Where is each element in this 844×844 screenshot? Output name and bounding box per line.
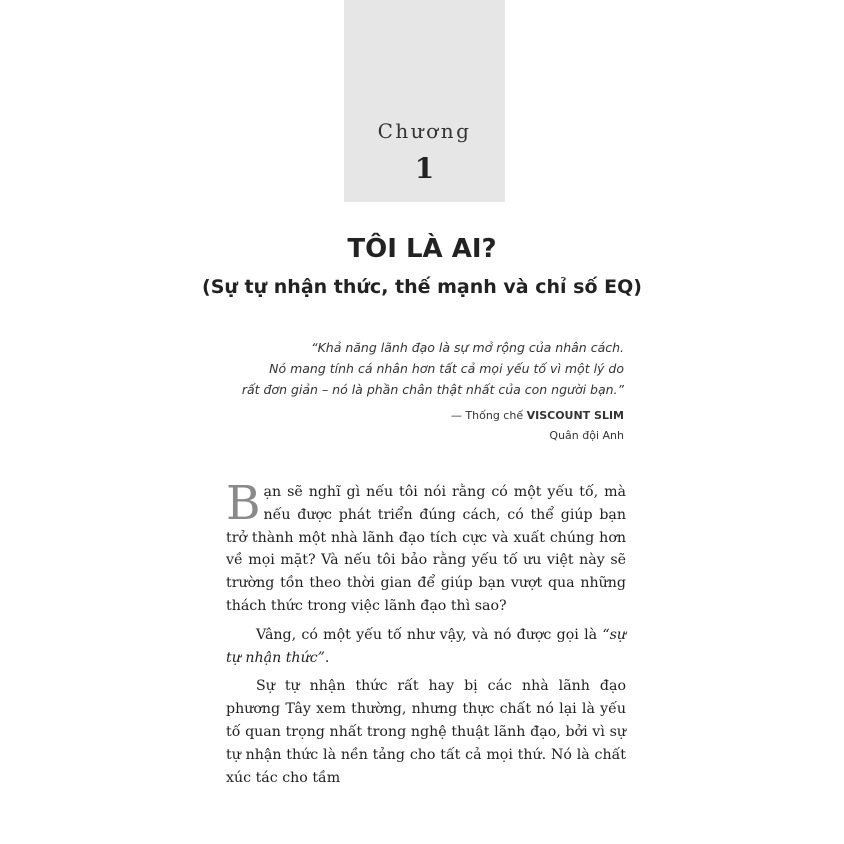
emphasis-text: “sự tự nhận thức”: [226, 626, 626, 666]
paragraph: Sự tự nhận thức rất hay bị các nhà lãnh đạo phương Tây xem thường, nhưng thực chất nó lại là yếu tố quan trọng nhất trong nghệ thuật lãnh đạo, bởi vì sự tự nhận thức là nền tảng cho tất cả mọi thứ. Nó là chất xúc tác cho tầm: [226, 678, 626, 786]
body-text: [226, 476, 626, 795]
chapter-subtitle: (Sự tự nhận thức, thế mạnh và chỉ số EQ): [202, 276, 642, 298]
quote-line: “Khả năng lãnh đạo là sự mở rộng của nhân cách.: [311, 340, 624, 355]
chapter-title: TÔI LÀ AI?: [347, 234, 497, 264]
attribution-affiliation: Quân đội Anh: [549, 429, 624, 442]
paragraph: [226, 476, 626, 618]
quote-line: Nó mang tính cá nhân hơn tất cả mọi yếu tố vì một lý do: [269, 361, 624, 376]
quote-line: rất đơn giản – nó là phần chân thật nhất của con người bạn.”: [241, 382, 624, 397]
paragraph: [226, 624, 626, 670]
drop-cap: B: [226, 476, 261, 531]
chapter-number: 1: [414, 152, 435, 185]
epigraph-quote: [204, 337, 624, 400]
epigraph-attribution: [451, 406, 624, 446]
chapter-label: Chương: [377, 119, 472, 143]
attribution-prefix: — Thống chế: [450, 409, 524, 422]
chapter-header-box: [344, 0, 505, 202]
attribution-name: VISCOUNT SLIM: [526, 409, 624, 422]
paragraph-end: .: [324, 649, 330, 666]
paragraph-text: ạn sẽ nghĩ gì nếu tôi nói rằng có một yếu tố, mà nếu được phát triển đúng cách, có thể giúp bạn trở thành một nhà lãnh đạo tích cực và xuất chúng hơn về mọi mặt? Và nếu tôi bảo rằng yếu tố ưu việt này sẽ trường tồn theo thời gian để giúp bạn vượt qua những thách thức trong việc lãnh đạo thì sao?: [226, 484, 626, 614]
paragraph-text: Vâng, có một yếu tố như vậy, và nó được gọi là: [256, 626, 603, 643]
